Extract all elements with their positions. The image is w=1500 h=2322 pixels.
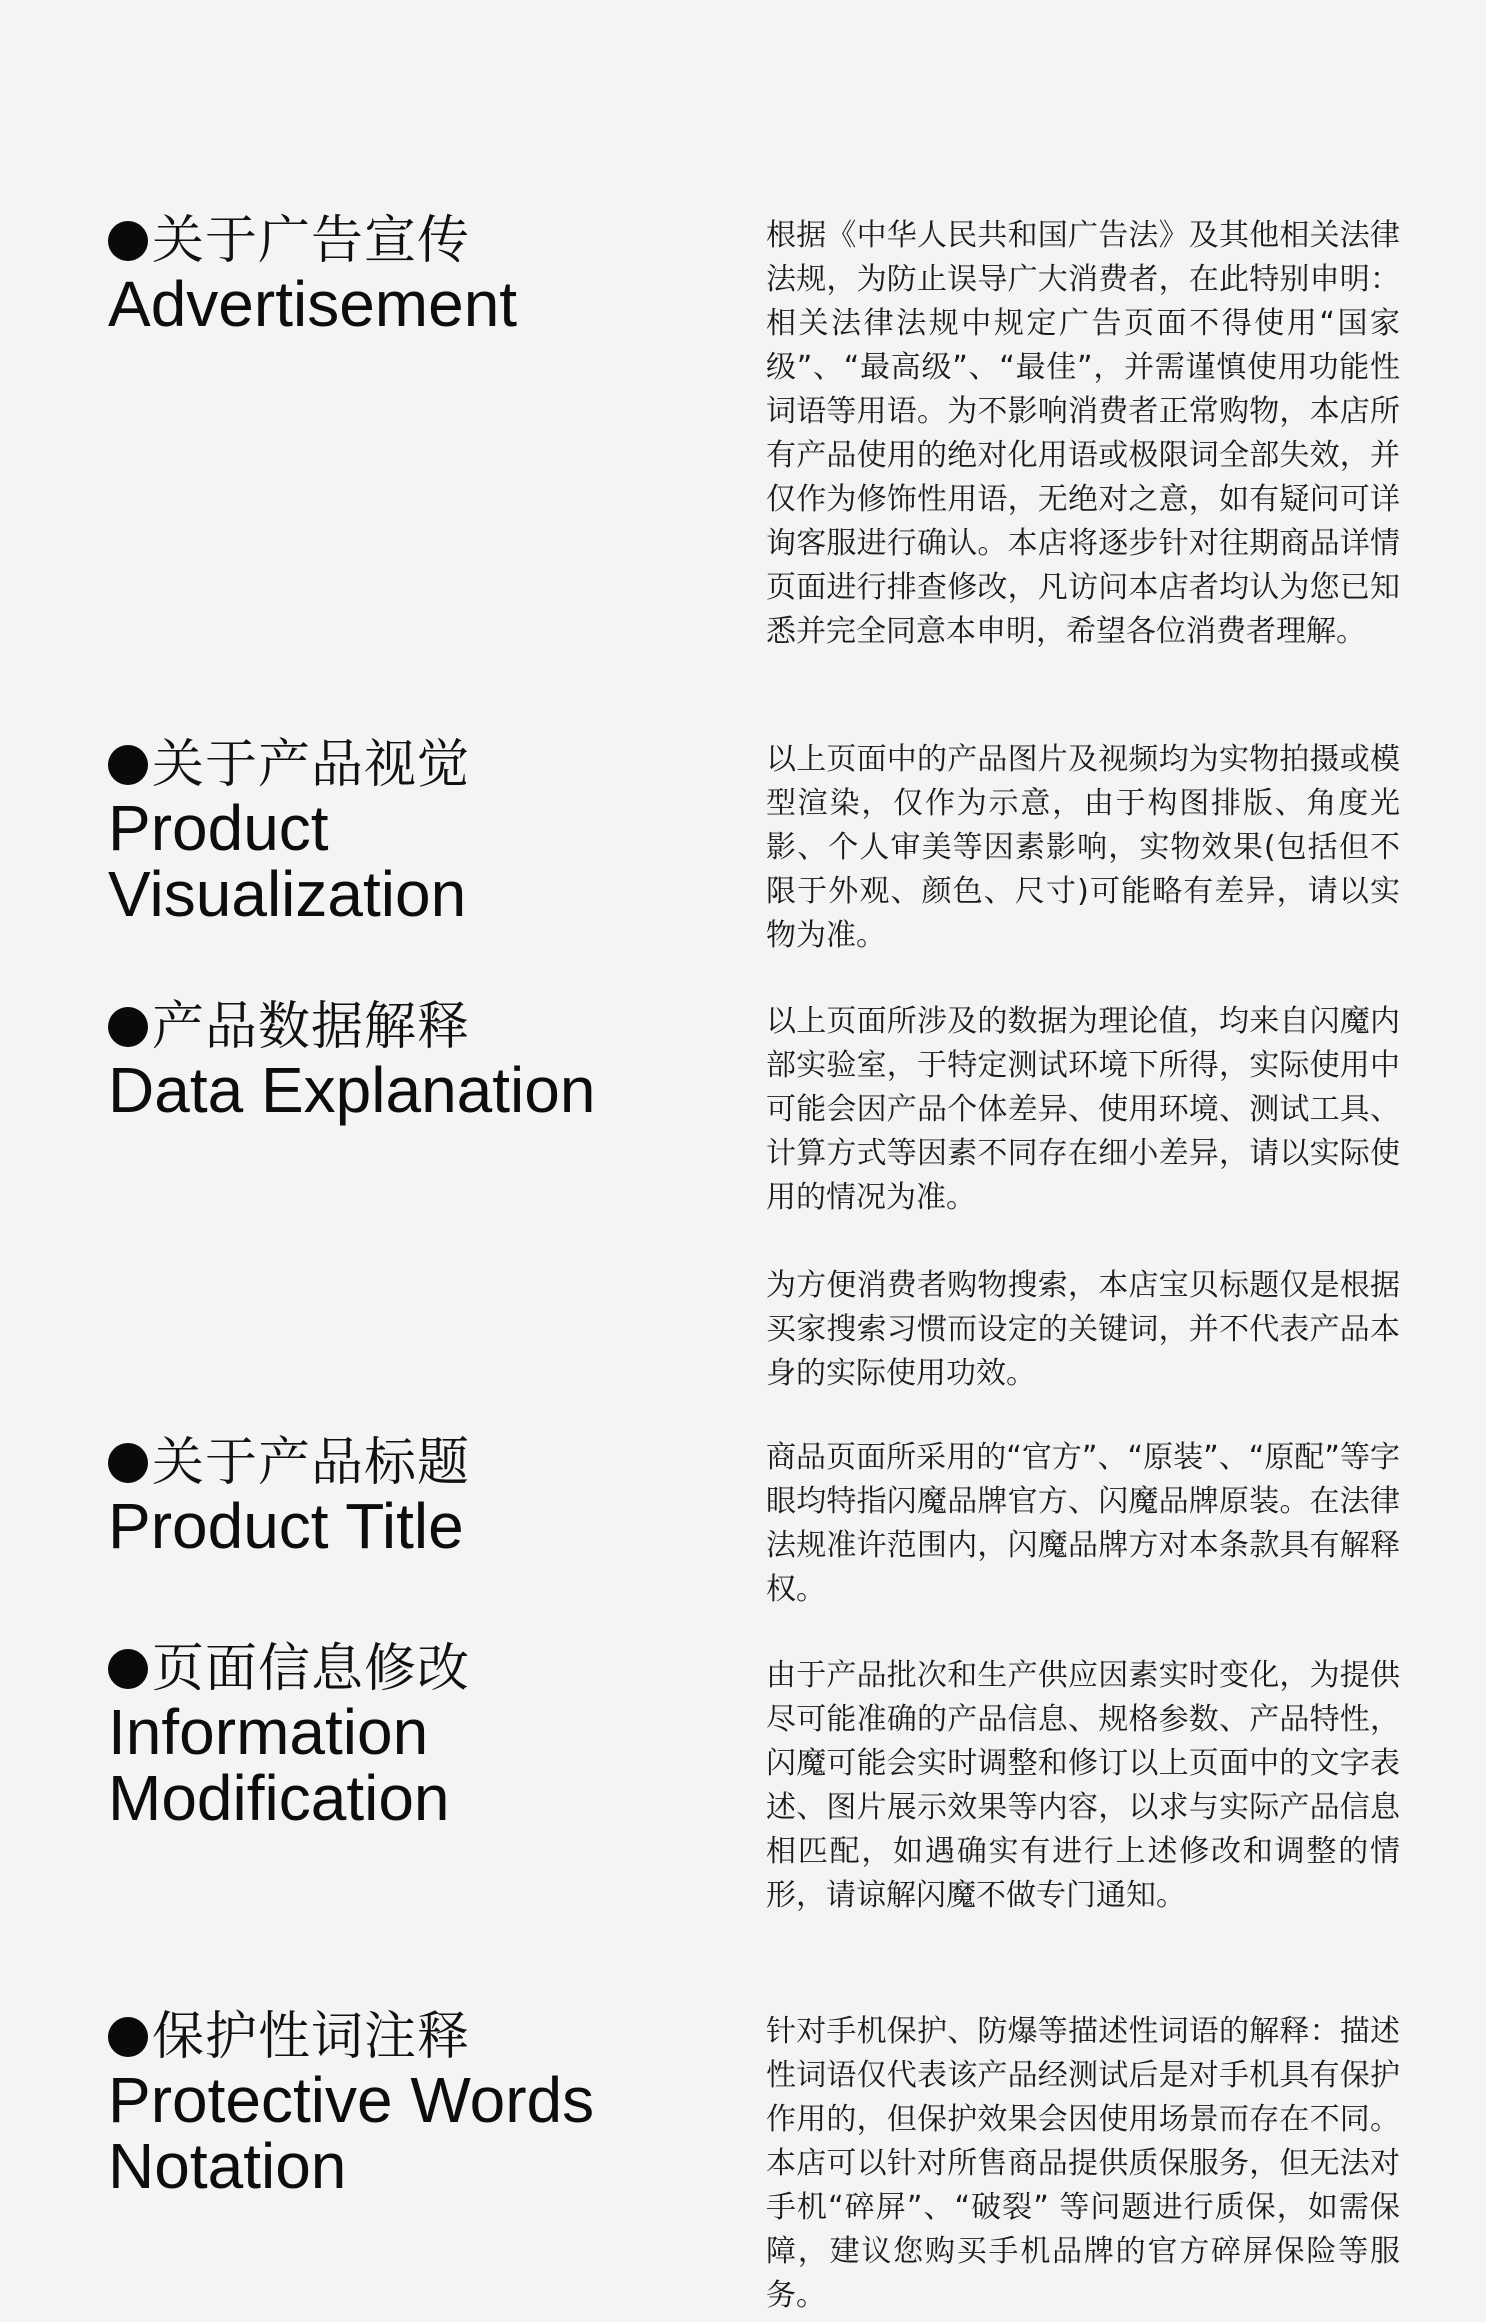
section-heading — [108, 1433, 668, 1562]
heading-en-line: Product — [108, 792, 329, 864]
section-body — [766, 1654, 1400, 1918]
bullet-icon — [108, 1007, 148, 1047]
bullet-icon — [108, 1649, 148, 1689]
body-paragraph: 由于产品批次和生产供应因素实时变化，为提供尽可能准确的产品信息、规格参数、产品特性，闪魔可能会实时调整和修订以上页面中的文字表述、图片展示效果等内容，以求与实际产品信息相匹配，如遇确实有进行上述修改和调整的情形，请谅解闪魔不做专门通知。 — [766, 1658, 1400, 1913]
heading-zh-text: 关于广告宣传 — [152, 211, 471, 271]
body-paragraph: 以上页面所涉及的数据为理论值，均来自闪魔内部实验室，于特定测试环境下所得，实际使用中可能会因产品个体差异、使用环境、测试工具、计算方式等因素不同存在细小差异，请以实际使用的情况为准。 — [766, 1004, 1400, 1215]
heading-en-line: Product Title — [108, 1490, 464, 1562]
section-heading — [108, 997, 668, 1126]
section-body — [766, 2010, 1400, 2318]
page-right-edge — [1486, 0, 1500, 2322]
body-paragraph: 以上页面中的产品图片及视频均为实物拍摄或模型渲染，仅作为示意，由于构图排版、角度光影、个人审美等因素影响，实物效果(包括但不限于外观、颜色、尺寸)可能略有差异，请以实物为准。 — [766, 742, 1400, 953]
heading-en-line: Advertisement — [108, 268, 518, 340]
section-body — [766, 1436, 1400, 1612]
heading-zh-text: 页面信息修改 — [152, 1639, 471, 1699]
heading-en-line: Modification — [108, 1762, 450, 1834]
section-heading — [108, 211, 668, 340]
bullet-icon — [108, 745, 148, 785]
body-paragraph: 针对手机保护、防爆等描述性词语的解释：描述性词语仅代表该产品经测试后是对手机具有保护作用的，但保护效果会因使用场景而存在不同。本店可以针对所售商品提供质保服务，但无法对手机“碎屏”、“破裂” 等问题进行质保，如需保障，建议您购买手机品牌的官方碎屏保险等服务。 — [766, 2014, 1400, 2313]
section-heading — [108, 2007, 668, 2202]
heading-zh-text: 关于产品标题 — [152, 1433, 471, 1493]
heading-en-line: Visualization — [108, 858, 467, 930]
section-body — [766, 1000, 1400, 1396]
heading-zh — [108, 1434, 668, 1492]
heading-zh — [108, 1640, 668, 1698]
body-paragraph: 根据《中华人民共和国广告法》及其他相关法律法规，为防止误导广大消费者，在此特别申明：相关法律法规中规定广告页面不得使用“国家级”、“最高级”、“最佳”，并需谨慎使用功能性词语等用语。为不影响消费者正常购物，本店所有产品使用的绝对化用语或极限词全部失效，并仅作为修饰性用语，无绝对之意，如有疑问可详询客服进行确认。本店将逐步针对往期商品详情页面进行排查修改，凡访问本店者均认为您已知悉并完全同意本申明，希望各位消费者理解。 — [766, 218, 1400, 649]
body-paragraph: 为方便消费者购物搜索，本店宝贝标题仅是根据买家搜索习惯而设定的关键词，并不代表产品本身的实际使用功效。 — [766, 1268, 1400, 1391]
section-heading — [108, 735, 668, 930]
body-paragraph: 商品页面所采用的“官方”、“原装”、“原配”等字眼均特指闪魔品牌官方、闪魔品牌原装。在法律法规准许范围内，闪魔品牌方对本条款具有解释权。 — [766, 1440, 1400, 1607]
heading-zh-text: 产品数据解释 — [152, 997, 471, 1057]
heading-en-line: Information — [108, 1696, 429, 1768]
heading-en-line: Notation — [108, 2130, 347, 2202]
section-body — [766, 738, 1400, 958]
bullet-icon — [108, 1443, 148, 1483]
bullet-icon — [108, 221, 148, 261]
section-heading — [108, 1639, 668, 1834]
heading-zh-text: 保护性词注释 — [152, 2007, 471, 2067]
section-body — [766, 214, 1400, 654]
heading-zh — [108, 736, 668, 794]
heading-en-line: Protective Words — [108, 2064, 595, 2136]
heading-zh — [108, 2008, 668, 2066]
heading-en-line: Data Explanation — [108, 1054, 596, 1126]
bullet-icon — [108, 2017, 148, 2057]
heading-zh — [108, 998, 668, 1056]
heading-zh — [108, 212, 668, 270]
heading-zh-text: 关于产品视觉 — [152, 735, 471, 795]
